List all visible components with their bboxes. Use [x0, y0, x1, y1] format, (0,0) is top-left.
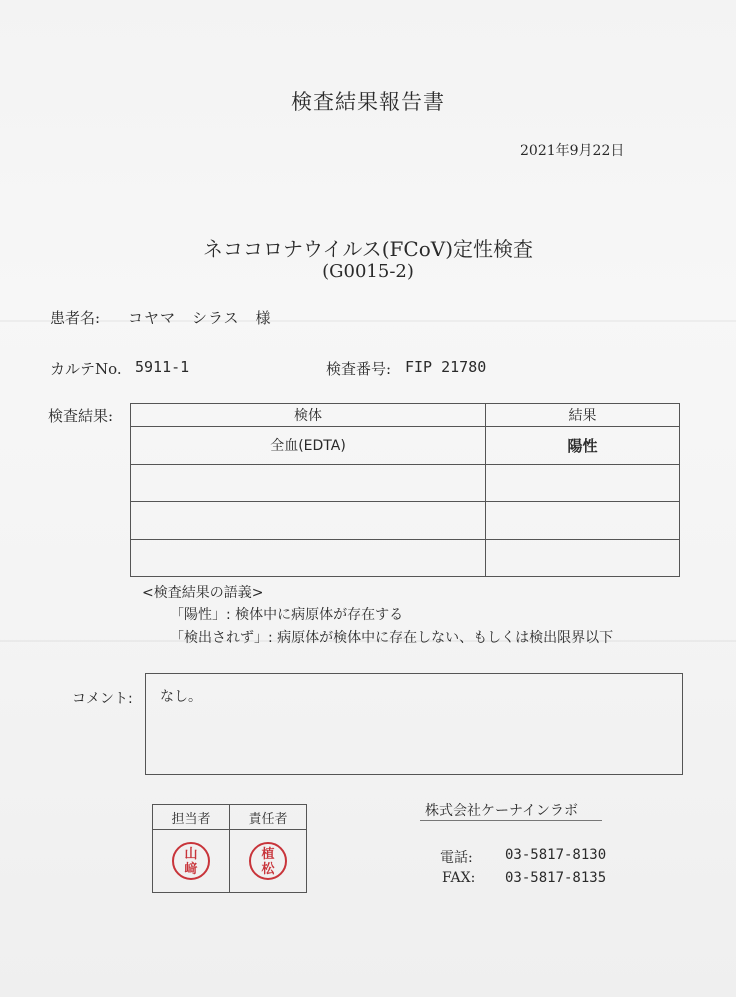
report-date: 2021年9月22日 [520, 143, 625, 159]
results-label: 検査結果: [48, 407, 114, 425]
phone-number: 03-5817-8130 [505, 847, 607, 863]
specimen-cell: 全血(EDTA) [131, 427, 486, 464]
result-cell [486, 502, 680, 539]
patient-label: 患者名: [50, 309, 101, 327]
person-in-charge-cell [153, 830, 230, 893]
glossary-positive: 「陽性」: 検体中に病原体が存在する [170, 607, 404, 623]
seal-stamp-icon: 植 松 [249, 842, 287, 880]
document-title: 検査結果報告書 [291, 90, 445, 114]
supervisor-header: 責任者 [230, 805, 307, 830]
table-header-row [131, 404, 680, 427]
table-header-result: 結果 [486, 404, 680, 427]
paper-fold [0, 320, 736, 322]
phone-label: 電話: [440, 850, 473, 866]
comment-text: なし。 [160, 689, 202, 705]
table-row [131, 502, 680, 539]
exam-number-label: 検査番号: [326, 360, 392, 378]
glossary-heading: <検査結果の語義> [142, 585, 264, 601]
result-cell [486, 539, 680, 576]
result-cell [486, 464, 680, 501]
divider [420, 820, 602, 821]
test-name: ネココロナウイルス(FCoV)定性検査 [202, 237, 534, 261]
chart-label: カルテNo. [50, 360, 122, 378]
chart-number: 5911-1 [135, 358, 190, 376]
results-table [130, 403, 680, 577]
glossary-not-detected: 「検出されず」: 病原体が検体中に存在しない、もしくは検出限界以下 [170, 630, 614, 646]
test-code: (G0015-2) [322, 261, 414, 282]
table-row [131, 427, 680, 464]
comment-box [145, 673, 683, 775]
specimen-cell [131, 464, 486, 501]
table-row [131, 464, 680, 501]
fax-label: FAX: [442, 870, 476, 886]
person-in-charge-header: 担当者 [153, 805, 230, 830]
supervisor-cell [230, 830, 307, 893]
comment-label: コメント: [72, 691, 133, 707]
patient-name: コヤマ シラス 様 [128, 309, 272, 327]
result-cell: 陽性 [486, 427, 680, 464]
table-header-specimen: 検体 [131, 404, 486, 427]
specimen-cell [131, 539, 486, 576]
signature-table [152, 804, 307, 893]
company-name: 株式会社ケーナインラボ [425, 803, 579, 819]
fax-number: 03-5817-8135 [505, 870, 607, 886]
exam-number: FIP 21780 [405, 358, 487, 376]
seal-stamp-icon: 山 﨑 [172, 842, 210, 880]
specimen-cell [131, 502, 486, 539]
table-row [131, 539, 680, 576]
